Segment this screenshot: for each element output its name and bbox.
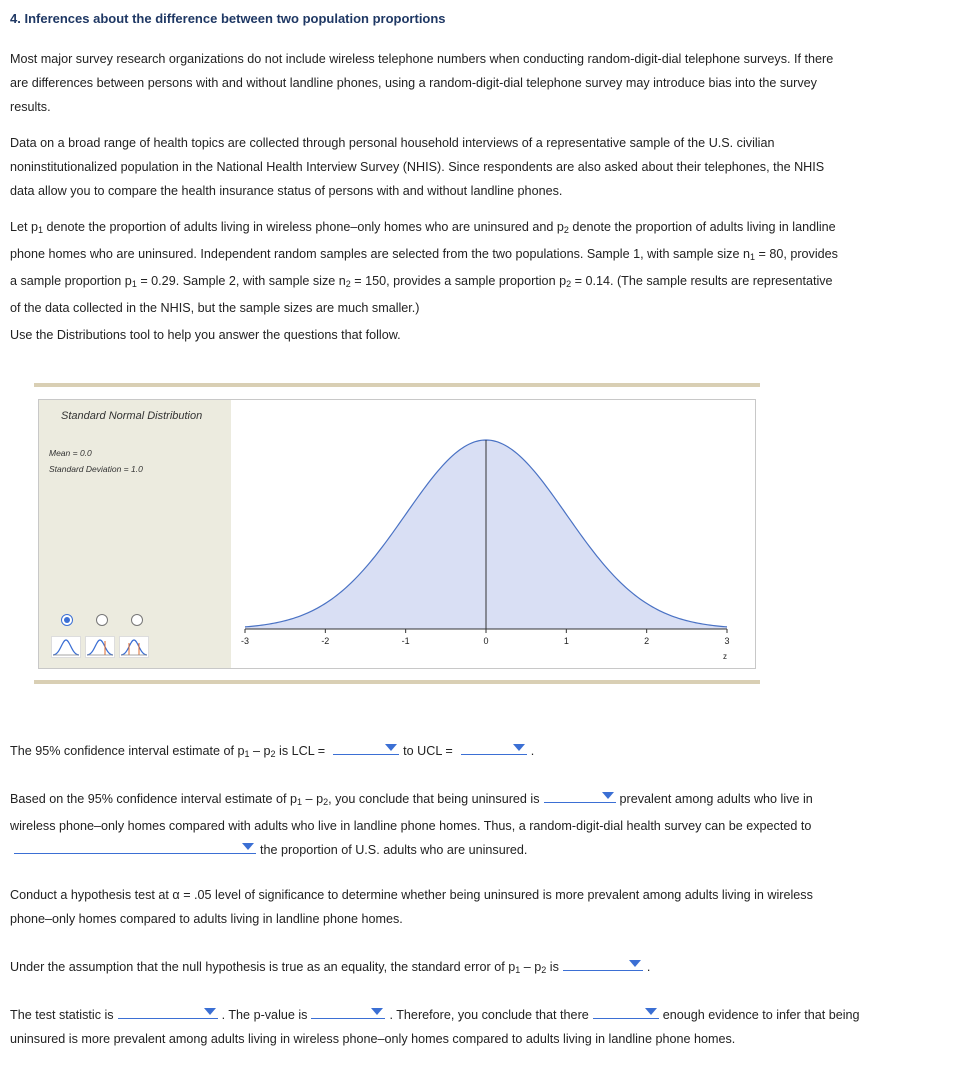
test-statistic-dropdown[interactable] [118, 1004, 218, 1019]
subscript: 2 [323, 797, 329, 807]
x-tick-label: -2 [321, 636, 330, 646]
setup-line: of the data collected in the NHIS, but the sample sizes are much smaller.) [10, 301, 420, 315]
conclusion-line [10, 787, 930, 814]
text: = 80, provides [754, 247, 838, 261]
nhis-paragraph [10, 131, 930, 203]
subscript: 1 [515, 965, 521, 975]
standard-error-dropdown[interactable] [563, 956, 643, 971]
text: the proportion of U.S. adults who are uninsured. [260, 843, 528, 857]
chevron-down-icon [385, 744, 397, 751]
setup-line [10, 215, 930, 242]
intro-line: results. [10, 100, 51, 114]
lcl-dropdown[interactable] [333, 740, 399, 755]
conclusion-line [10, 838, 930, 862]
standard-error-question [10, 955, 930, 982]
text: = 0.29. Sample 2, with sample size n [136, 274, 346, 288]
radio-no-tail[interactable] [61, 614, 73, 626]
p-value-dropdown[interactable] [311, 1004, 385, 1019]
test-line [10, 1003, 930, 1027]
text: – p [302, 792, 324, 806]
intro-line: are differences between persons with and without landline phones, using a random-digit-dial telephone survey may introduce bias into the survey [10, 76, 817, 90]
text: is [546, 960, 559, 974]
x-tick-label: 0 [483, 636, 489, 646]
ci-line [10, 739, 930, 766]
subscript: 2 [270, 749, 276, 759]
test-line: uninsured is more prevalent among adults living in wireless phone–only homes compared to adults living in landline phone homes. [10, 1032, 736, 1046]
subscript: 1 [749, 252, 755, 262]
curve-right-tail-icon[interactable] [85, 636, 115, 658]
curve-icon[interactable] [51, 636, 81, 658]
text: , you conclude that being uninsured is [328, 792, 540, 806]
text: . [530, 744, 535, 758]
chevron-down-icon [242, 843, 254, 850]
nhis-line: noninstitutionalized population in the National Health Interview Survey (NHIS). Since respondents are also asked about their telephones, the NHIS [10, 160, 825, 174]
distribution-title: Standard Normal Distribution [61, 410, 203, 422]
ucl-dropdown[interactable] [461, 740, 527, 755]
subscript: 1 [38, 225, 44, 235]
mean-label: Mean = 0.0 [49, 448, 92, 458]
curve-two-tail-icon[interactable] [119, 636, 149, 658]
conclusion-question [10, 787, 930, 862]
text: enough evidence to infer that being [662, 1008, 860, 1022]
text: Under the assumption that the null hypothesis is true as an equality, the standard error of p [10, 960, 516, 974]
chevron-down-icon [204, 1008, 216, 1015]
subscript: 2 [345, 279, 351, 289]
subscript: 1 [244, 749, 250, 759]
sd-label: Standard Deviation = 1.0 [49, 464, 143, 474]
text: . Therefore, you conclude that there [389, 1008, 589, 1022]
evidence-dropdown[interactable] [593, 1004, 659, 1019]
text: – p [520, 960, 542, 974]
text: is LCL = [275, 744, 326, 758]
hyp-line: phone–only homes compared to adults living in landline phone homes. [10, 912, 403, 926]
hyp-line: Conduct a hypothesis test at α = .05 level of significance to determine whether being uninsured is more prevalent among adults living in wireless [10, 888, 813, 902]
radio-two-tail[interactable] [131, 614, 143, 626]
text: = 150, provides a sample proportion p [350, 274, 567, 288]
text: . [646, 960, 651, 974]
text: to UCL = [403, 744, 453, 758]
intro-line: Most major survey research organizations do not include wireless telephone numbers when conducting random-digit-dial telephone surveys. If there [10, 52, 834, 66]
x-tick-label: -1 [401, 636, 410, 646]
chevron-down-icon [513, 744, 525, 751]
tool-bottom-border [34, 680, 760, 684]
survey-effect-dropdown[interactable] [14, 839, 256, 854]
text: Let p [10, 220, 39, 234]
setup-line [10, 242, 930, 269]
text: . The p-value is [221, 1008, 308, 1022]
subscript: 1 [131, 279, 137, 289]
text: denote the proportion of adults living in wireless phone–only homes who are uninsured and p [43, 220, 564, 234]
text: The 95% confidence interval estimate of p [10, 744, 245, 758]
x-tick-label: 2 [644, 636, 650, 646]
text: phone homes who are uninsured. Independent random samples are selected from the two populations. Sample 1, with sample size n [10, 247, 750, 261]
subscript: 2 [563, 225, 569, 235]
x-axis-label: z [723, 652, 727, 661]
chevron-down-icon [602, 792, 614, 799]
chevron-down-icon [371, 1008, 383, 1015]
ci-question [10, 739, 930, 766]
hypothesis-instructions [10, 883, 930, 931]
text: prevalent among adults who live in [619, 792, 813, 806]
x-tick-label: 3 [724, 636, 730, 646]
setup-line [10, 269, 930, 296]
intro-paragraph [10, 47, 930, 119]
subscript: 2 [566, 279, 572, 289]
x-tick-label: -3 [240, 636, 250, 646]
x-ticks [241, 629, 730, 646]
prevalence-dropdown[interactable] [544, 788, 616, 803]
question-heading: 4. Inferences about the difference between two population proportions [10, 11, 446, 26]
chevron-down-icon [645, 1008, 657, 1015]
conclusion-line: wireless phone–only homes compared with adults who live in landline phone homes. Thus, a random-digit-dial health survey can be expected to [10, 819, 812, 833]
subscript: 2 [541, 965, 547, 975]
text: Based on the 95% confidence interval estimate of p [10, 792, 298, 806]
normal-curve-chart[interactable] [231, 400, 755, 668]
use-tool-instruction: Use the Distributions tool to help you answer the questions that follow. [10, 328, 401, 342]
test-question [10, 1003, 930, 1051]
distributions-tool[interactable] [38, 399, 756, 669]
text: a sample proportion p [10, 274, 132, 288]
setup-paragraph [10, 215, 930, 320]
subscript: 1 [297, 797, 303, 807]
text: denote the proportion of adults living in landline [568, 220, 836, 234]
text: = 0.14. (The sample results are representative [571, 274, 833, 288]
tool-top-border [34, 383, 760, 387]
nhis-line: Data on a broad range of health topics are collected through personal household interviews of a representative sample of the U.S. civilian [10, 136, 775, 150]
tool-side-panel [39, 400, 231, 668]
se-line [10, 955, 930, 982]
radio-one-tail[interactable] [96, 614, 108, 626]
nhis-line: data allow you to compare the health insurance status of persons with and without landline phones. [10, 184, 563, 198]
text: The test statistic is [10, 1008, 114, 1022]
text: – p [249, 744, 271, 758]
chevron-down-icon [629, 960, 641, 967]
x-tick-label: 1 [563, 636, 569, 646]
